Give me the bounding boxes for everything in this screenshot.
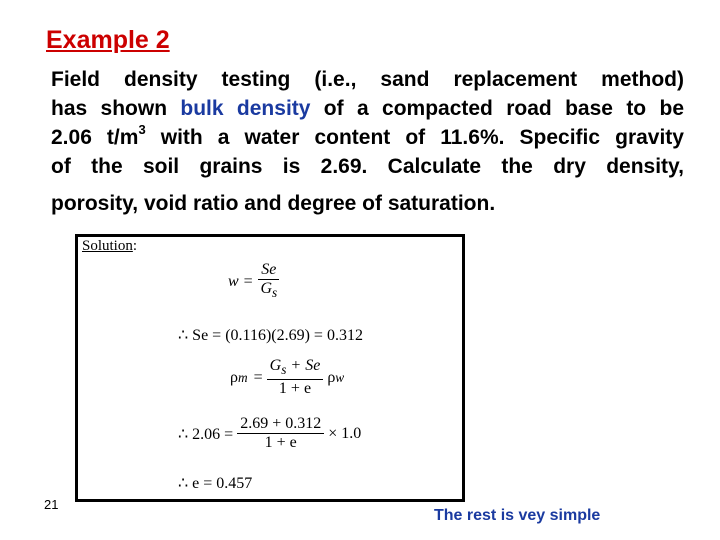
equation-se: ∴ Se = (0.116)(2.69) = 0.312 (178, 327, 363, 344)
equation-bulk-density: ρ m = $\frac{G_s + Se}{1 + e}$ ρ w (230, 357, 345, 398)
solution-box (75, 234, 465, 502)
problem-line: of the soil grains is 2.69. Calculate the dry density, (51, 155, 684, 178)
problem-line-last: porosity, void ratio and degree of saturation. (51, 192, 496, 215)
problem-line: 2.06 $t/m^3$ with a water content of 11.6%. Specific gravity (51, 122, 684, 149)
bulk-density-highlight: bulk density (180, 97, 311, 120)
problem-line: has shown bulk density of a compacted road base to be (51, 97, 685, 120)
page-number: 21 (44, 497, 59, 512)
slide-title: Example 2 (46, 26, 170, 54)
problem-statement (51, 65, 684, 181)
solution-label: Solution: (82, 238, 138, 254)
equation-solve-e: ∴ 2.06 = $\frac{2.69 + 0.312}{1 + e}$ × 1.0 (178, 415, 362, 451)
problem-line: Field density testing (i.e., sand replacement method) (51, 68, 684, 91)
equation-void-ratio-result: ∴ e = 0.457 (178, 475, 253, 492)
footer-note: The rest is vey simple (434, 507, 601, 524)
equation-water-content: w = $\frac{Se}{G_s}$ (228, 261, 284, 302)
